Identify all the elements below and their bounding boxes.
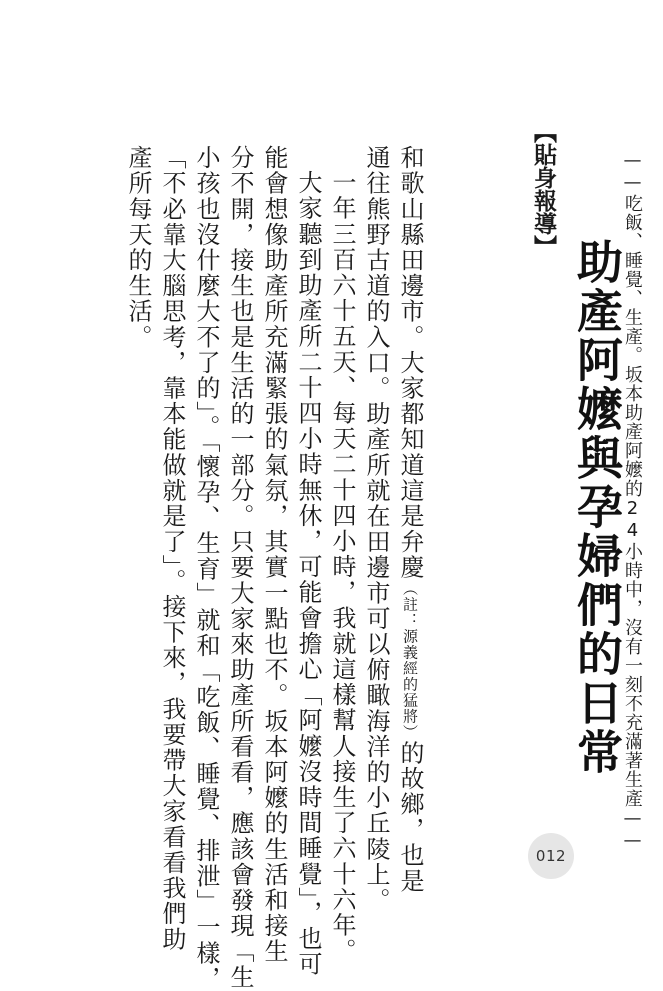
body-text: 的故鄉，也是 [396, 740, 424, 894]
body-column-3: 一年三百六十五天、每天二十四小時，我就這樣幫人接生了六十六年。 [328, 170, 356, 964]
chapter-subtitle [619, 150, 645, 852]
body-text: 和歌山縣田邊市。大家都知道這是弁慶 [396, 145, 424, 581]
footnote-inline: （註：源義經的猛將） [401, 580, 419, 741]
section-label: 【貼身報導】 [530, 120, 556, 258]
body-column-2: 通往熊野古道的入口。助產所就在田邊市可以俯瞰海洋的小丘陵上。 [362, 145, 390, 913]
body-column-4: 大家聽到助產所二十四小時無休，可能會擔心「阿嬤沒時間睡覺」，也可 [294, 170, 322, 978]
body-column-6: 分不開，接生也是生活的一部分。只要大家來助產所看看，應該會發現「生 [226, 145, 254, 990]
body-column-9: 產所每天的生活。 [124, 145, 152, 350]
subtitle-dash-left: —— [622, 150, 643, 194]
subtitle-dash-right: —— [622, 808, 643, 852]
body-column-1 [393, 145, 427, 894]
body-column-8: 「不必靠大腦思考，靠本能做就是了」。接下來，我要帶大家看看我們助 [158, 145, 186, 953]
page-number: 012 [535, 847, 567, 865]
chapter-title: 助產阿嬤與孕婦們的日常 [570, 238, 624, 777]
body-column-5: 能會想像助產所充滿緊張的氣氛，其實一點也不。坂本阿嬤的生活和接生 [260, 145, 288, 965]
body-column-7: 小孩也沒什麼大不了的」。「懷孕、生育」就和「吃飯、睡覺、排泄」一樣， [192, 145, 220, 991]
subtitle-text: 吃飯、睡覺、生產。坂本助產阿嬤的24小時中，沒有一刻不充滿著生產 [622, 194, 643, 808]
page-number-badge [528, 833, 574, 879]
